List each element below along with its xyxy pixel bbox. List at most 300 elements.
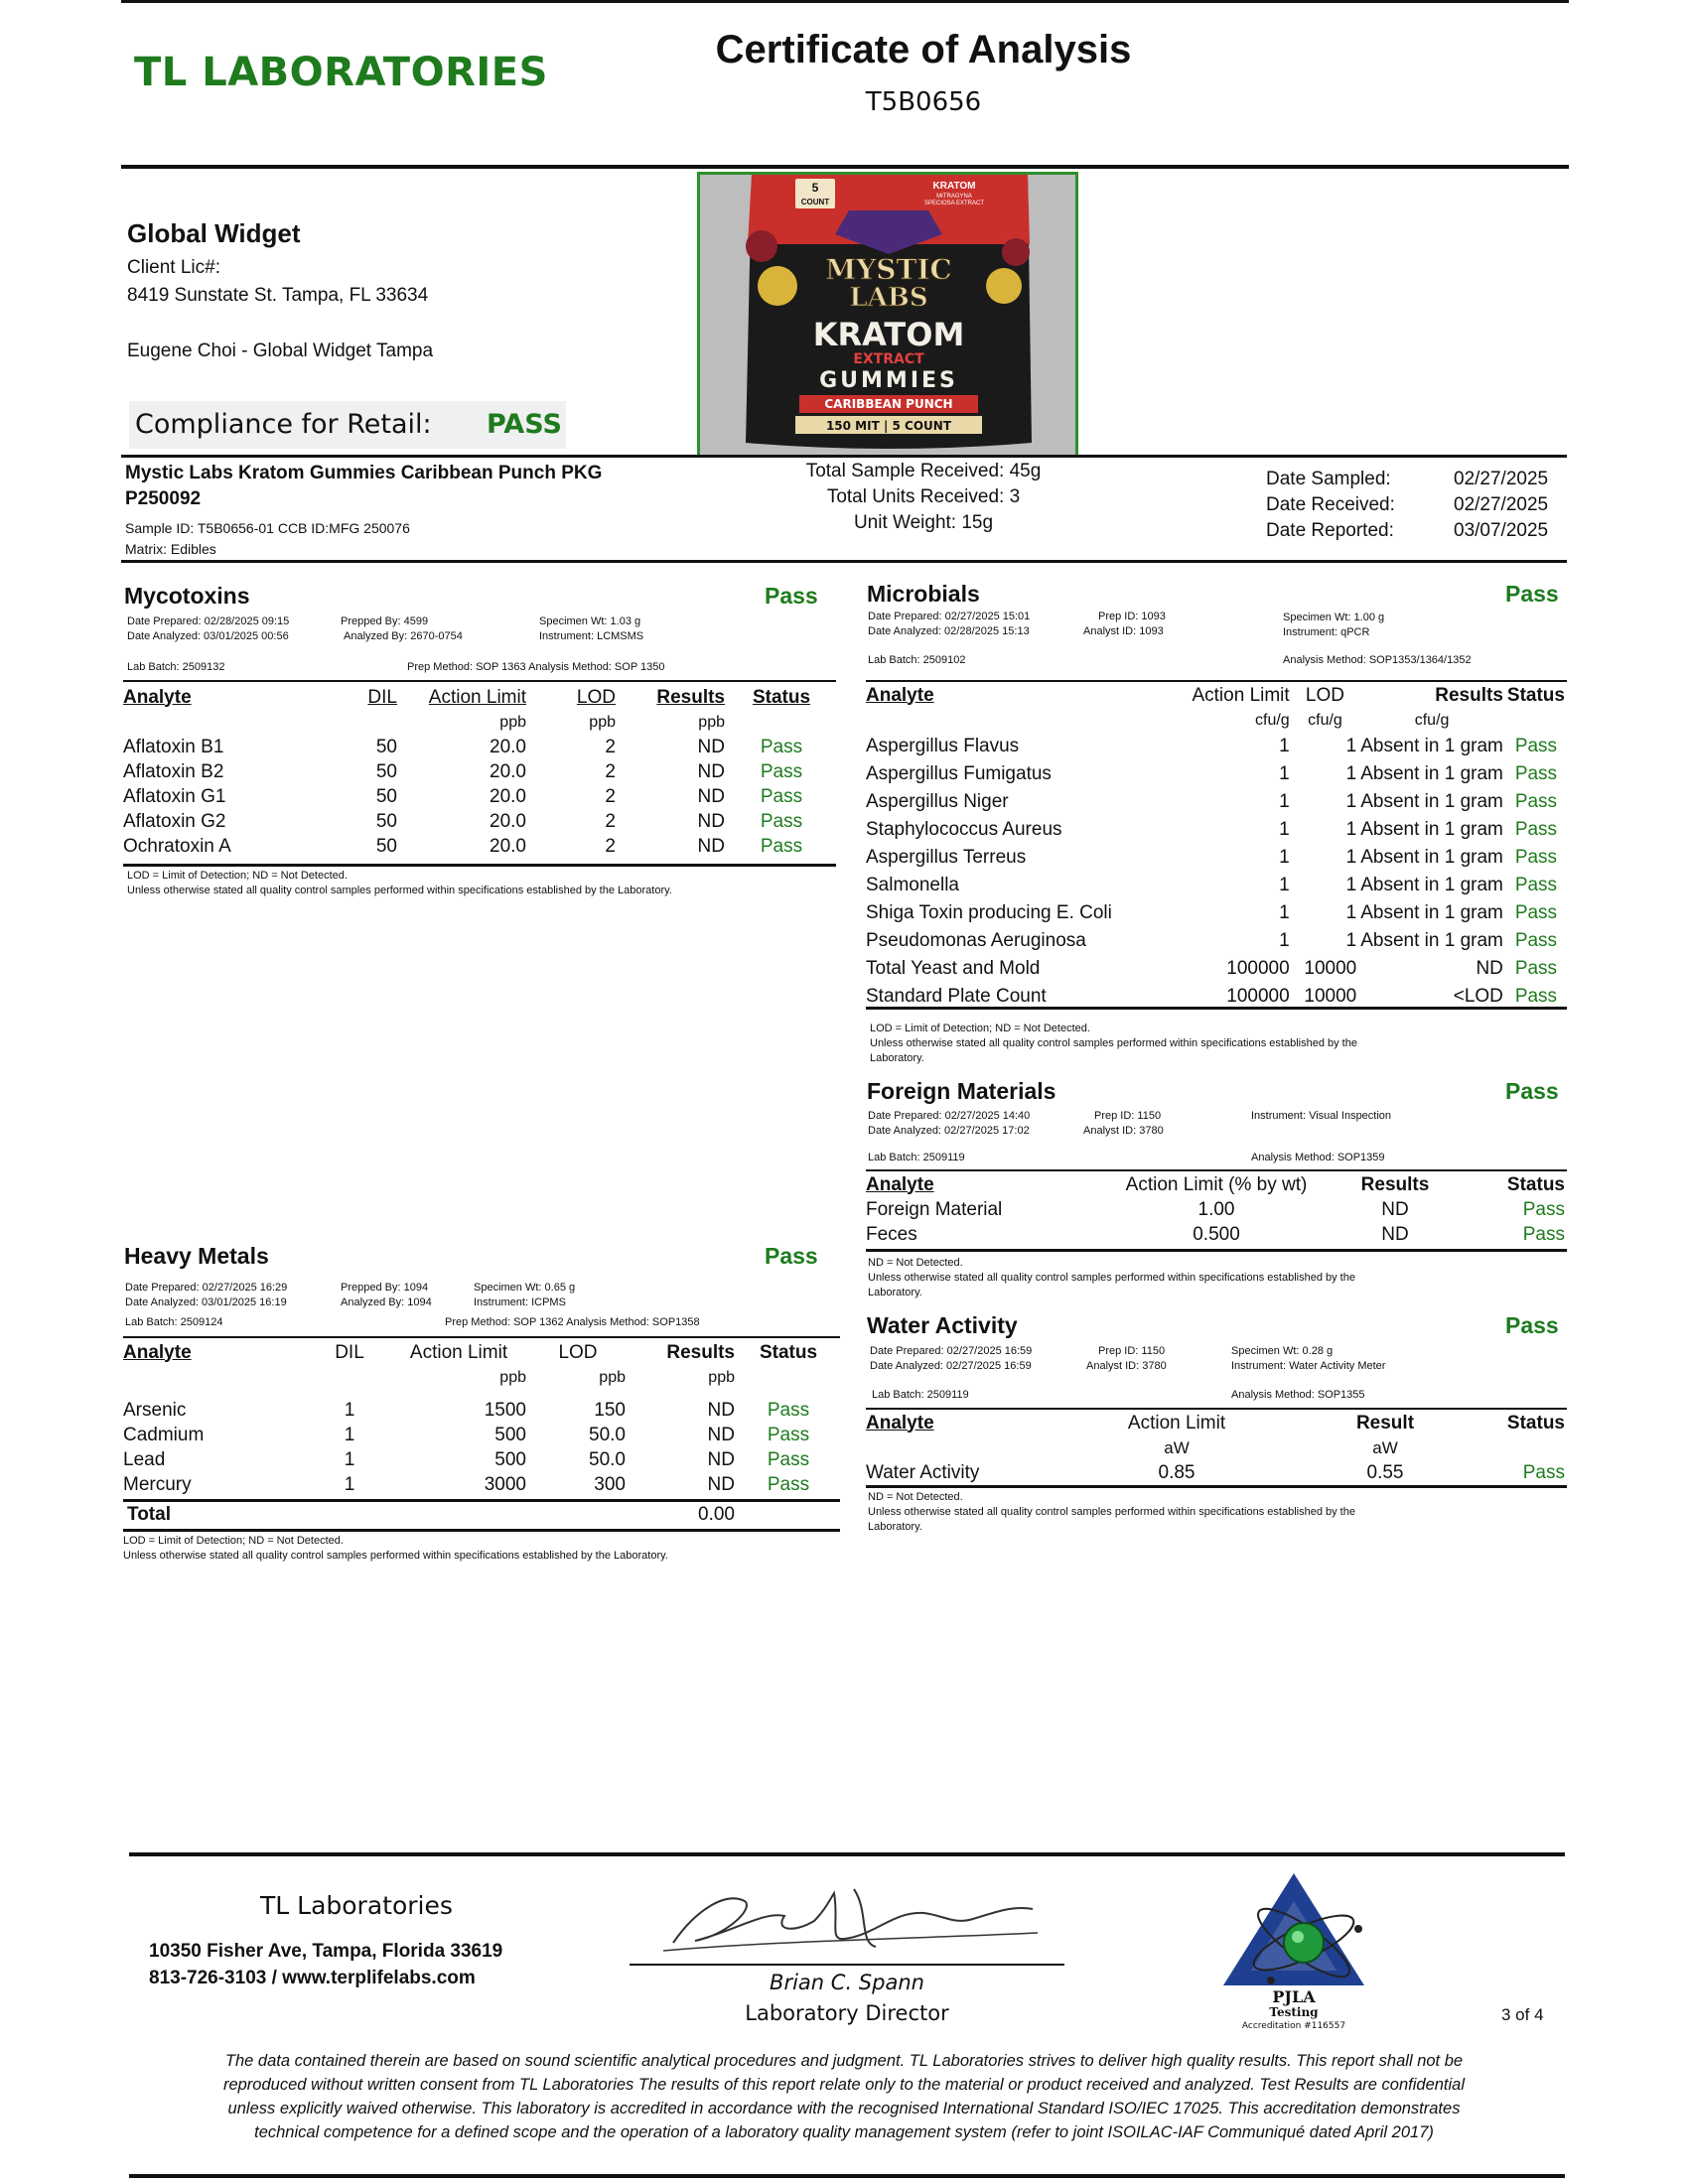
fm-note-2: Unless otherwise stated all quality control samples performed within specifications established by the bbox=[868, 1272, 1355, 1284]
wa-col-status: Status bbox=[1506, 1412, 1565, 1433]
pjla-accreditation-number: Accreditation #116557 bbox=[1241, 2021, 1346, 2030]
status-value: Pass bbox=[767, 1399, 810, 1421]
fm-methods: Analysis Method: SOP1359 bbox=[1251, 1152, 1385, 1163]
lod-value: 2 bbox=[605, 835, 616, 857]
pkg-corner-label-2: MITRAGYNA bbox=[936, 194, 972, 200]
dil-value: 50 bbox=[375, 785, 397, 807]
action-limit-value: 3000 bbox=[484, 1473, 526, 1495]
lod-value: 2 bbox=[605, 810, 616, 832]
pkg-corner-label-1: KRATOM bbox=[932, 181, 976, 192]
myco-col-analyte: Analyte bbox=[123, 686, 192, 708]
myco-col-lod: LOD bbox=[576, 686, 616, 708]
foreign-materials-title: Foreign Materials bbox=[867, 1078, 1056, 1104]
page-number: 3 of 4 bbox=[1501, 2005, 1544, 2024]
table-row bbox=[864, 1197, 1567, 1222]
table-row bbox=[864, 733, 1567, 760]
hm-unit-action-limit: ppb bbox=[499, 1368, 526, 1386]
micro-bottom-rule bbox=[866, 1007, 1567, 1010]
mycotoxins-status: Pass bbox=[765, 583, 818, 609]
action-limit-value: 0.85 bbox=[1158, 1461, 1196, 1483]
water-activity-title: Water Activity bbox=[867, 1312, 1018, 1338]
sample-matrix: Matrix: Edibles bbox=[125, 541, 216, 557]
total-units-received: Total Units Received: 3 bbox=[826, 486, 1021, 507]
date-sampled-label: Date Sampled: bbox=[1266, 469, 1391, 489]
mycotoxins-title: Mycotoxins bbox=[124, 583, 250, 609]
pkg-line-gummies: GUMMIES bbox=[819, 368, 958, 393]
analyte-name: Salmonella bbox=[866, 875, 959, 895]
micro-analyst-id: Analyst ID: 1093 bbox=[1083, 625, 1164, 637]
status-value: Pass bbox=[760, 810, 803, 832]
lod-value: 300 bbox=[594, 1473, 626, 1495]
hm-col-action-limit: Action Limit bbox=[409, 1341, 508, 1363]
date-reported: 03/07/2025 bbox=[1454, 520, 1549, 541]
hm-methods: Prep Method: SOP 1362 Analysis Method: SOP1358 bbox=[445, 1316, 700, 1328]
dil-value: 50 bbox=[375, 736, 397, 757]
result-value: ND bbox=[707, 1399, 735, 1421]
wa-date-analyzed: Date Analyzed: 02/27/2025 16:59 bbox=[870, 1360, 1032, 1372]
analyte-name: Aspergillus Terreus bbox=[866, 847, 1027, 868]
table-row bbox=[121, 1423, 840, 1447]
status-value: Pass bbox=[1514, 736, 1558, 756]
pkg-badge-label: COUNT bbox=[800, 198, 830, 206]
analyte-name: Foreign Material bbox=[866, 1198, 1003, 1220]
status-value: Pass bbox=[767, 1448, 810, 1470]
myco-note-1: LOD = Limit of Detection; ND = Not Detected. bbox=[127, 870, 348, 882]
wa-unit-result: aW bbox=[1372, 1437, 1398, 1457]
micro-rule bbox=[866, 680, 1567, 682]
wa-note-2: Unless otherwise stated all quality control samples performed within specifications established by the bbox=[868, 1506, 1355, 1518]
hm-instrument: Instrument: ICPMS bbox=[474, 1297, 566, 1308]
result-value: Absent in 1 gram bbox=[1360, 736, 1503, 756]
fm-lab-batch: Lab Batch: 2509119 bbox=[868, 1152, 965, 1163]
dil-value: 1 bbox=[344, 1399, 355, 1421]
result-value: <LOD bbox=[1453, 986, 1503, 1007]
heavy-metals-status: Pass bbox=[765, 1243, 818, 1269]
pkg-line-count: 150 MIT | 5 COUNT bbox=[825, 419, 952, 433]
date-received-label: Date Received: bbox=[1266, 494, 1395, 515]
lod-value: 1 bbox=[1345, 819, 1357, 840]
action-limit-value: 100000 bbox=[1226, 958, 1290, 979]
hm-col-status: Status bbox=[759, 1341, 818, 1363]
footer-lab-name: TL Laboratories bbox=[260, 1891, 453, 1920]
table-row bbox=[121, 1472, 840, 1497]
lod-value: 2 bbox=[605, 785, 616, 807]
water-activity-table bbox=[864, 1411, 1567, 1485]
action-limit-value: 20.0 bbox=[490, 760, 526, 782]
action-limit-value: 20.0 bbox=[490, 835, 526, 857]
sample-id: Sample ID: T5B0656-01 CCB ID:MFG 250076 bbox=[125, 520, 410, 536]
fm-analyst-id: Analyst ID: 3780 bbox=[1083, 1125, 1164, 1137]
myco-bottom-rule bbox=[123, 864, 836, 867]
result-value: Absent in 1 gram bbox=[1360, 902, 1503, 923]
table-row bbox=[864, 760, 1567, 788]
disclaimer: The data contained therein are based on sound scientific analytical procedures and judgment. TL Laboratories strives to deliver high quality results. This report shall not be reproduced without written consent from TL Laboratories The results of this report relate only to the material or product received and analyzed. Test Results are confidential unless explicitly waived otherwise. This laboratory is accredited in accordance with the recognised International Standard ISO/IEC 17025. This accreditation demonstrates technical competence for a defined scope and the operation of a laboratory quality management system (refer to joint ISOILAC-IAF Communiqué dated April 2017) bbox=[222, 2052, 1466, 2141]
table-row bbox=[864, 1460, 1567, 1485]
wa-note-1: ND = Not Detected. bbox=[868, 1491, 963, 1503]
micro-col-lod: LOD bbox=[1305, 684, 1344, 706]
micro-date-analyzed: Date Analyzed: 02/28/2025 15:13 bbox=[868, 625, 1030, 637]
micro-col-action-limit: Action Limit bbox=[1192, 684, 1290, 706]
status-value: Pass bbox=[760, 835, 803, 857]
fm-col-action-limit: Action Limit (% by wt) bbox=[1125, 1173, 1308, 1195]
lod-value: 1 bbox=[1345, 902, 1357, 923]
hm-total-value: 0.00 bbox=[698, 1504, 735, 1525]
status-value: Pass bbox=[760, 760, 803, 782]
micro-date-prepared: Date Prepared: 02/27/2025 15:01 bbox=[868, 611, 1031, 622]
action-limit-value: 1 bbox=[1279, 847, 1290, 868]
action-limit-value: 20.0 bbox=[490, 736, 526, 757]
status-value: Pass bbox=[1514, 791, 1558, 812]
myco-instrument: Instrument: LCMSMS bbox=[539, 630, 644, 642]
pkg-line-extract: EXTRACT bbox=[853, 351, 924, 367]
result-value: ND bbox=[707, 1424, 735, 1445]
status-value: Pass bbox=[1522, 1223, 1565, 1245]
table-row bbox=[864, 872, 1567, 899]
status-value: Pass bbox=[1514, 958, 1558, 979]
hm-col-analyte: Analyte bbox=[123, 1341, 192, 1363]
lod-value: 1 bbox=[1345, 875, 1357, 895]
fm-instrument: Instrument: Visual Inspection bbox=[1251, 1110, 1392, 1122]
dil-value: 50 bbox=[375, 810, 397, 832]
myco-units-row bbox=[121, 710, 836, 735]
table-row bbox=[864, 955, 1567, 983]
wa-methods: Analysis Method: SOP1355 bbox=[1231, 1389, 1365, 1401]
hm-date-analyzed: Date Analyzed: 03/01/2025 16:19 bbox=[125, 1297, 287, 1308]
compliance-box bbox=[129, 401, 566, 449]
result-value: ND bbox=[697, 736, 725, 757]
hm-rule bbox=[123, 1336, 840, 1338]
micro-unit-results: cfu/g bbox=[1414, 711, 1450, 729]
table-row bbox=[121, 1447, 840, 1472]
dil-value: 50 bbox=[375, 835, 397, 857]
result-value: ND bbox=[1381, 1198, 1409, 1220]
date-sampled: 02/27/2025 bbox=[1454, 469, 1549, 489]
lod-value: 2 bbox=[605, 736, 616, 757]
result-value: Absent in 1 gram bbox=[1360, 763, 1503, 784]
status-value: Pass bbox=[1514, 986, 1558, 1007]
compliance-status: PASS bbox=[487, 409, 562, 440]
hm-col-lod: LOD bbox=[558, 1341, 598, 1363]
status-value: Pass bbox=[1522, 1198, 1565, 1220]
action-limit-value: 1 bbox=[1279, 819, 1290, 840]
wa-analyst-id: Analyst ID: 3780 bbox=[1086, 1360, 1167, 1372]
micro-note-3: Laboratory. bbox=[870, 1052, 924, 1064]
action-limit-value: 1 bbox=[1279, 736, 1290, 756]
myco-analyzed-by: Analyzed By: 2670-0754 bbox=[344, 630, 463, 642]
dil-value: 1 bbox=[344, 1448, 355, 1470]
analyte-name: Aspergillus Flavus bbox=[866, 736, 1020, 756]
myco-unit-action-limit: ppb bbox=[499, 713, 526, 731]
analyte-name: Pseudomonas Aeruginosa bbox=[866, 930, 1086, 951]
status-value: Pass bbox=[760, 785, 803, 807]
status-value: Pass bbox=[1514, 902, 1558, 923]
foreign-materials-table bbox=[864, 1172, 1567, 1247]
sample-bottom-rule bbox=[121, 560, 1567, 563]
action-limit-value: 1.00 bbox=[1197, 1198, 1235, 1220]
myco-note-2: Unless otherwise stated all quality control samples performed within specifications established by the Laboratory. bbox=[127, 885, 672, 896]
wa-rule bbox=[866, 1408, 1567, 1410]
myco-prepped-by: Prepped By: 4599 bbox=[341, 615, 429, 627]
analyte-name: Arsenic bbox=[123, 1399, 187, 1421]
client-lic: Client Lic#: bbox=[127, 257, 220, 278]
hm-specimen: Specimen Wt: 0.65 g bbox=[474, 1282, 576, 1294]
wa-note-3: Laboratory. bbox=[868, 1521, 922, 1533]
microbials-title: Microbials bbox=[867, 581, 980, 607]
action-limit-value: 0.500 bbox=[1193, 1223, 1240, 1245]
micro-col-analyte: Analyte bbox=[866, 684, 934, 706]
fm-date-prepared: Date Prepared: 02/27/2025 14:40 bbox=[868, 1110, 1031, 1122]
myco-col-results: Results bbox=[656, 686, 725, 708]
action-limit-value: 1 bbox=[1279, 930, 1290, 951]
fm-header-row bbox=[864, 1172, 1567, 1197]
status-value: Pass bbox=[1514, 847, 1558, 868]
status-value: Pass bbox=[1514, 819, 1558, 840]
myco-date-prepared: Date Prepared: 02/28/2025 09:15 bbox=[127, 615, 290, 627]
micro-units-row bbox=[864, 708, 1567, 733]
sample-top-rule bbox=[121, 455, 1567, 458]
hm-col-results: Results bbox=[666, 1341, 735, 1363]
wa-col-analyte: Analyte bbox=[866, 1412, 934, 1433]
director-name: Brian C. Spann bbox=[770, 1971, 924, 1994]
pkg-line-flavor: CARIBBEAN PUNCH bbox=[824, 397, 953, 411]
table-row bbox=[121, 834, 836, 859]
result-value: Absent in 1 gram bbox=[1360, 930, 1503, 951]
signature-line bbox=[630, 1964, 1064, 1966]
analyte-name: Aspergillus Niger bbox=[866, 791, 1009, 812]
result-value: ND bbox=[697, 835, 725, 857]
result-value: ND bbox=[697, 810, 725, 832]
myco-col-status: Status bbox=[752, 686, 811, 708]
lod-value: 1 bbox=[1345, 930, 1357, 951]
footer-bottom-rule bbox=[129, 2174, 1565, 2178]
director-signature bbox=[655, 1881, 1043, 1961]
micro-header-row bbox=[864, 683, 1567, 708]
action-limit-value: 1500 bbox=[484, 1399, 526, 1421]
result-value: Absent in 1 gram bbox=[1360, 875, 1503, 895]
pjla-accreditation-logo bbox=[1219, 1871, 1368, 2030]
date-reported-label: Date Reported: bbox=[1266, 520, 1394, 541]
status-value: Pass bbox=[1514, 763, 1558, 784]
status-value: Pass bbox=[760, 736, 803, 757]
lod-value: 1 bbox=[1345, 847, 1357, 868]
lod-value: 150 bbox=[594, 1399, 626, 1421]
fm-note-3: Laboratory. bbox=[868, 1287, 922, 1298]
analyte-name: Water Activity bbox=[866, 1461, 980, 1483]
fm-date-analyzed: Date Analyzed: 02/27/2025 17:02 bbox=[868, 1125, 1030, 1137]
micro-note-1: LOD = Limit of Detection; ND = Not Detected. bbox=[870, 1023, 1090, 1034]
hm-prepped-by: Prepped By: 1094 bbox=[341, 1282, 429, 1294]
analyte-name: Cadmium bbox=[123, 1424, 205, 1445]
heavy-metals-title: Heavy Metals bbox=[124, 1243, 269, 1269]
hm-note-2: Unless otherwise stated all quality control samples performed within specifications established by the Laboratory. bbox=[123, 1550, 668, 1562]
result-value: 0.55 bbox=[1366, 1461, 1404, 1483]
hm-unit-lod: ppb bbox=[599, 1368, 626, 1386]
myco-col-action-limit: Action Limit bbox=[428, 686, 526, 708]
micro-col-results: Results bbox=[1435, 684, 1503, 706]
product-photo bbox=[697, 172, 1078, 458]
result-value: Absent in 1 gram bbox=[1360, 819, 1503, 840]
hm-units-row bbox=[121, 1365, 840, 1390]
micro-lab-batch: Lab Batch: 2509102 bbox=[868, 654, 966, 666]
analyte-name: Feces bbox=[866, 1223, 917, 1245]
fm-col-analyte: Analyte bbox=[866, 1173, 934, 1195]
pjla-testing: Testing bbox=[1269, 2005, 1319, 2019]
lod-value: 1 bbox=[1345, 736, 1357, 756]
client-name: Global Widget bbox=[127, 218, 301, 248]
hm-analyzed-by: Analyzed By: 1094 bbox=[341, 1297, 432, 1308]
wa-col-result: Result bbox=[1355, 1412, 1415, 1433]
pkg-brand-line-2: LABS bbox=[849, 283, 928, 313]
heavy-metals-table bbox=[121, 1340, 840, 1497]
fm-bottom-rule bbox=[866, 1249, 1567, 1252]
status-value: Pass bbox=[1514, 930, 1558, 951]
client-address: 8419 Sunstate St. Tampa, FL 33634 bbox=[127, 285, 429, 306]
wa-specimen: Specimen Wt: 0.28 g bbox=[1231, 1345, 1334, 1357]
hm-lab-batch: Lab Batch: 2509124 bbox=[125, 1316, 223, 1328]
micro-prep-id: Prep ID: 1093 bbox=[1098, 611, 1166, 622]
action-limit-value: 100000 bbox=[1226, 986, 1290, 1007]
document-title: Certificate of Analysis bbox=[715, 28, 1132, 71]
table-row bbox=[864, 788, 1567, 816]
mycotoxins-table bbox=[121, 685, 836, 859]
fm-prep-id: Prep ID: 1150 bbox=[1094, 1110, 1162, 1122]
myco-unit-results: ppb bbox=[698, 713, 725, 731]
micro-col-status: Status bbox=[1506, 684, 1565, 706]
table-row bbox=[864, 1222, 1567, 1247]
lod-value: 1 bbox=[1345, 791, 1357, 812]
pkg-line-kratom: KRATOM bbox=[812, 316, 965, 353]
micro-unit-lod: cfu/g bbox=[1308, 711, 1342, 729]
microbials-table bbox=[864, 683, 1567, 1011]
analyte-name: Aspergillus Fumigatus bbox=[866, 763, 1052, 784]
action-limit-value: 1 bbox=[1279, 902, 1290, 923]
lod-value: 50.0 bbox=[589, 1424, 626, 1445]
analyte-name: Aflatoxin B2 bbox=[123, 760, 224, 782]
lod-value: 10000 bbox=[1304, 958, 1357, 979]
document-id: T5B0656 bbox=[865, 87, 982, 117]
myco-unit-lod: ppb bbox=[589, 713, 616, 731]
result-value: ND bbox=[707, 1448, 735, 1470]
product-package-illustration bbox=[700, 175, 1075, 455]
result-value: ND bbox=[1476, 958, 1503, 979]
pkg-badge-count: 5 bbox=[811, 181, 819, 195]
wa-units-row bbox=[864, 1435, 1567, 1460]
fm-col-results: Results bbox=[1360, 1173, 1430, 1195]
table-row bbox=[864, 844, 1567, 872]
date-received: 02/27/2025 bbox=[1454, 494, 1549, 515]
water-activity-status: Pass bbox=[1505, 1312, 1559, 1338]
result-value: Absent in 1 gram bbox=[1360, 791, 1503, 812]
fm-col-status: Status bbox=[1506, 1173, 1565, 1195]
myco-lab-batch: Lab Batch: 2509132 bbox=[127, 661, 225, 673]
table-row bbox=[864, 816, 1567, 844]
lod-value: 50.0 bbox=[589, 1448, 626, 1470]
myco-date-analyzed: Date Analyzed: 03/01/2025 00:56 bbox=[127, 630, 289, 642]
hm-total-rule bbox=[123, 1499, 840, 1502]
myco-header-row bbox=[121, 685, 836, 710]
table-row bbox=[121, 809, 836, 834]
dil-value: 1 bbox=[344, 1424, 355, 1445]
client-contact: Eugene Choi - Global Widget Tampa bbox=[127, 341, 434, 361]
wa-lab-batch: Lab Batch: 2509119 bbox=[872, 1389, 969, 1401]
micro-methods: Analysis Method: SOP1353/1364/1352 bbox=[1283, 654, 1472, 666]
total-sample-received: Total Sample Received: 45g bbox=[805, 461, 1042, 481]
status-value: Pass bbox=[767, 1473, 810, 1495]
lod-value: 10000 bbox=[1304, 986, 1357, 1007]
action-limit-value: 1 bbox=[1279, 875, 1290, 895]
lod-value: 2 bbox=[605, 760, 616, 782]
micro-unit-action-limit: cfu/g bbox=[1255, 711, 1290, 729]
dil-value: 1 bbox=[344, 1473, 355, 1495]
myco-specimen: Specimen Wt: 1.03 g bbox=[539, 615, 641, 627]
table-row bbox=[121, 784, 836, 809]
fm-note-1: ND = Not Detected. bbox=[868, 1257, 963, 1269]
product-lot: P250092 bbox=[125, 488, 202, 509]
hm-total-label: Total bbox=[127, 1504, 171, 1525]
hm-unit-results: ppb bbox=[708, 1368, 735, 1386]
action-limit-value: 1 bbox=[1279, 791, 1290, 812]
analyte-name: Mercury bbox=[123, 1473, 192, 1495]
wa-col-action-limit: Action Limit bbox=[1127, 1412, 1226, 1433]
wa-unit-action-limit: aW bbox=[1164, 1437, 1190, 1457]
analyte-name: Total Yeast and Mold bbox=[866, 958, 1041, 979]
analyte-name: Ochratoxin A bbox=[123, 835, 231, 857]
hm-col-dil: DIL bbox=[335, 1341, 364, 1363]
analyte-name: Shiga Toxin producing E. Coli bbox=[866, 902, 1112, 923]
status-value: Pass bbox=[767, 1424, 810, 1445]
analyte-name: Aflatoxin B1 bbox=[123, 736, 224, 757]
analyte-name: Lead bbox=[123, 1448, 166, 1470]
fm-rule bbox=[866, 1169, 1567, 1171]
pjla-name: PJLA bbox=[1272, 1987, 1316, 2006]
lod-value: 1 bbox=[1345, 763, 1357, 784]
result-value: ND bbox=[1381, 1223, 1409, 1245]
hm-date-prepared: Date Prepared: 02/27/2025 16:29 bbox=[125, 1282, 288, 1294]
myco-col-dil: DIL bbox=[367, 686, 397, 708]
hm-note-1: LOD = Limit of Detection; ND = Not Detected. bbox=[123, 1535, 344, 1547]
myco-methods: Prep Method: SOP 1363 Analysis Method: SOP 1350 bbox=[407, 661, 665, 673]
dil-value: 50 bbox=[375, 760, 397, 782]
analyte-name: Staphylococcus Aureus bbox=[866, 819, 1062, 840]
analyte-name: Standard Plate Count bbox=[866, 986, 1047, 1007]
table-row bbox=[864, 927, 1567, 955]
myco-rule bbox=[123, 680, 836, 682]
action-limit-value: 500 bbox=[494, 1448, 526, 1470]
footer-contact: 813-726-3103 / www.terplifelabs.com bbox=[149, 1968, 476, 1988]
table-row bbox=[121, 759, 836, 784]
unit-weight: Unit Weight: 15g bbox=[853, 512, 994, 533]
wa-instrument: Instrument: Water Activity Meter bbox=[1231, 1360, 1386, 1372]
table-row bbox=[121, 735, 836, 759]
result-value: ND bbox=[697, 760, 725, 782]
status-value: Pass bbox=[1514, 875, 1558, 895]
micro-note-2: Unless otherwise stated all quality control samples performed within specifications established by the bbox=[870, 1037, 1357, 1049]
table-row bbox=[121, 1398, 840, 1423]
product-name: Mystic Labs Kratom Gummies Caribbean Punch PKG bbox=[125, 463, 603, 483]
footer-address: 10350 Fisher Ave, Tampa, Florida 33619 bbox=[149, 1941, 503, 1962]
result-value: ND bbox=[707, 1473, 735, 1495]
status-value: Pass bbox=[1522, 1461, 1565, 1483]
action-limit-value: 20.0 bbox=[490, 785, 526, 807]
header-rule bbox=[121, 165, 1569, 169]
hm-header-row bbox=[121, 1340, 840, 1365]
wa-prep-id: Prep ID: 1150 bbox=[1098, 1345, 1166, 1357]
pkg-brand-line-1: MYSTIC bbox=[825, 253, 952, 286]
action-limit-value: 20.0 bbox=[490, 810, 526, 832]
analyte-name: Aflatoxin G2 bbox=[123, 810, 226, 832]
result-value: ND bbox=[697, 785, 725, 807]
wa-bottom-rule bbox=[866, 1485, 1567, 1488]
